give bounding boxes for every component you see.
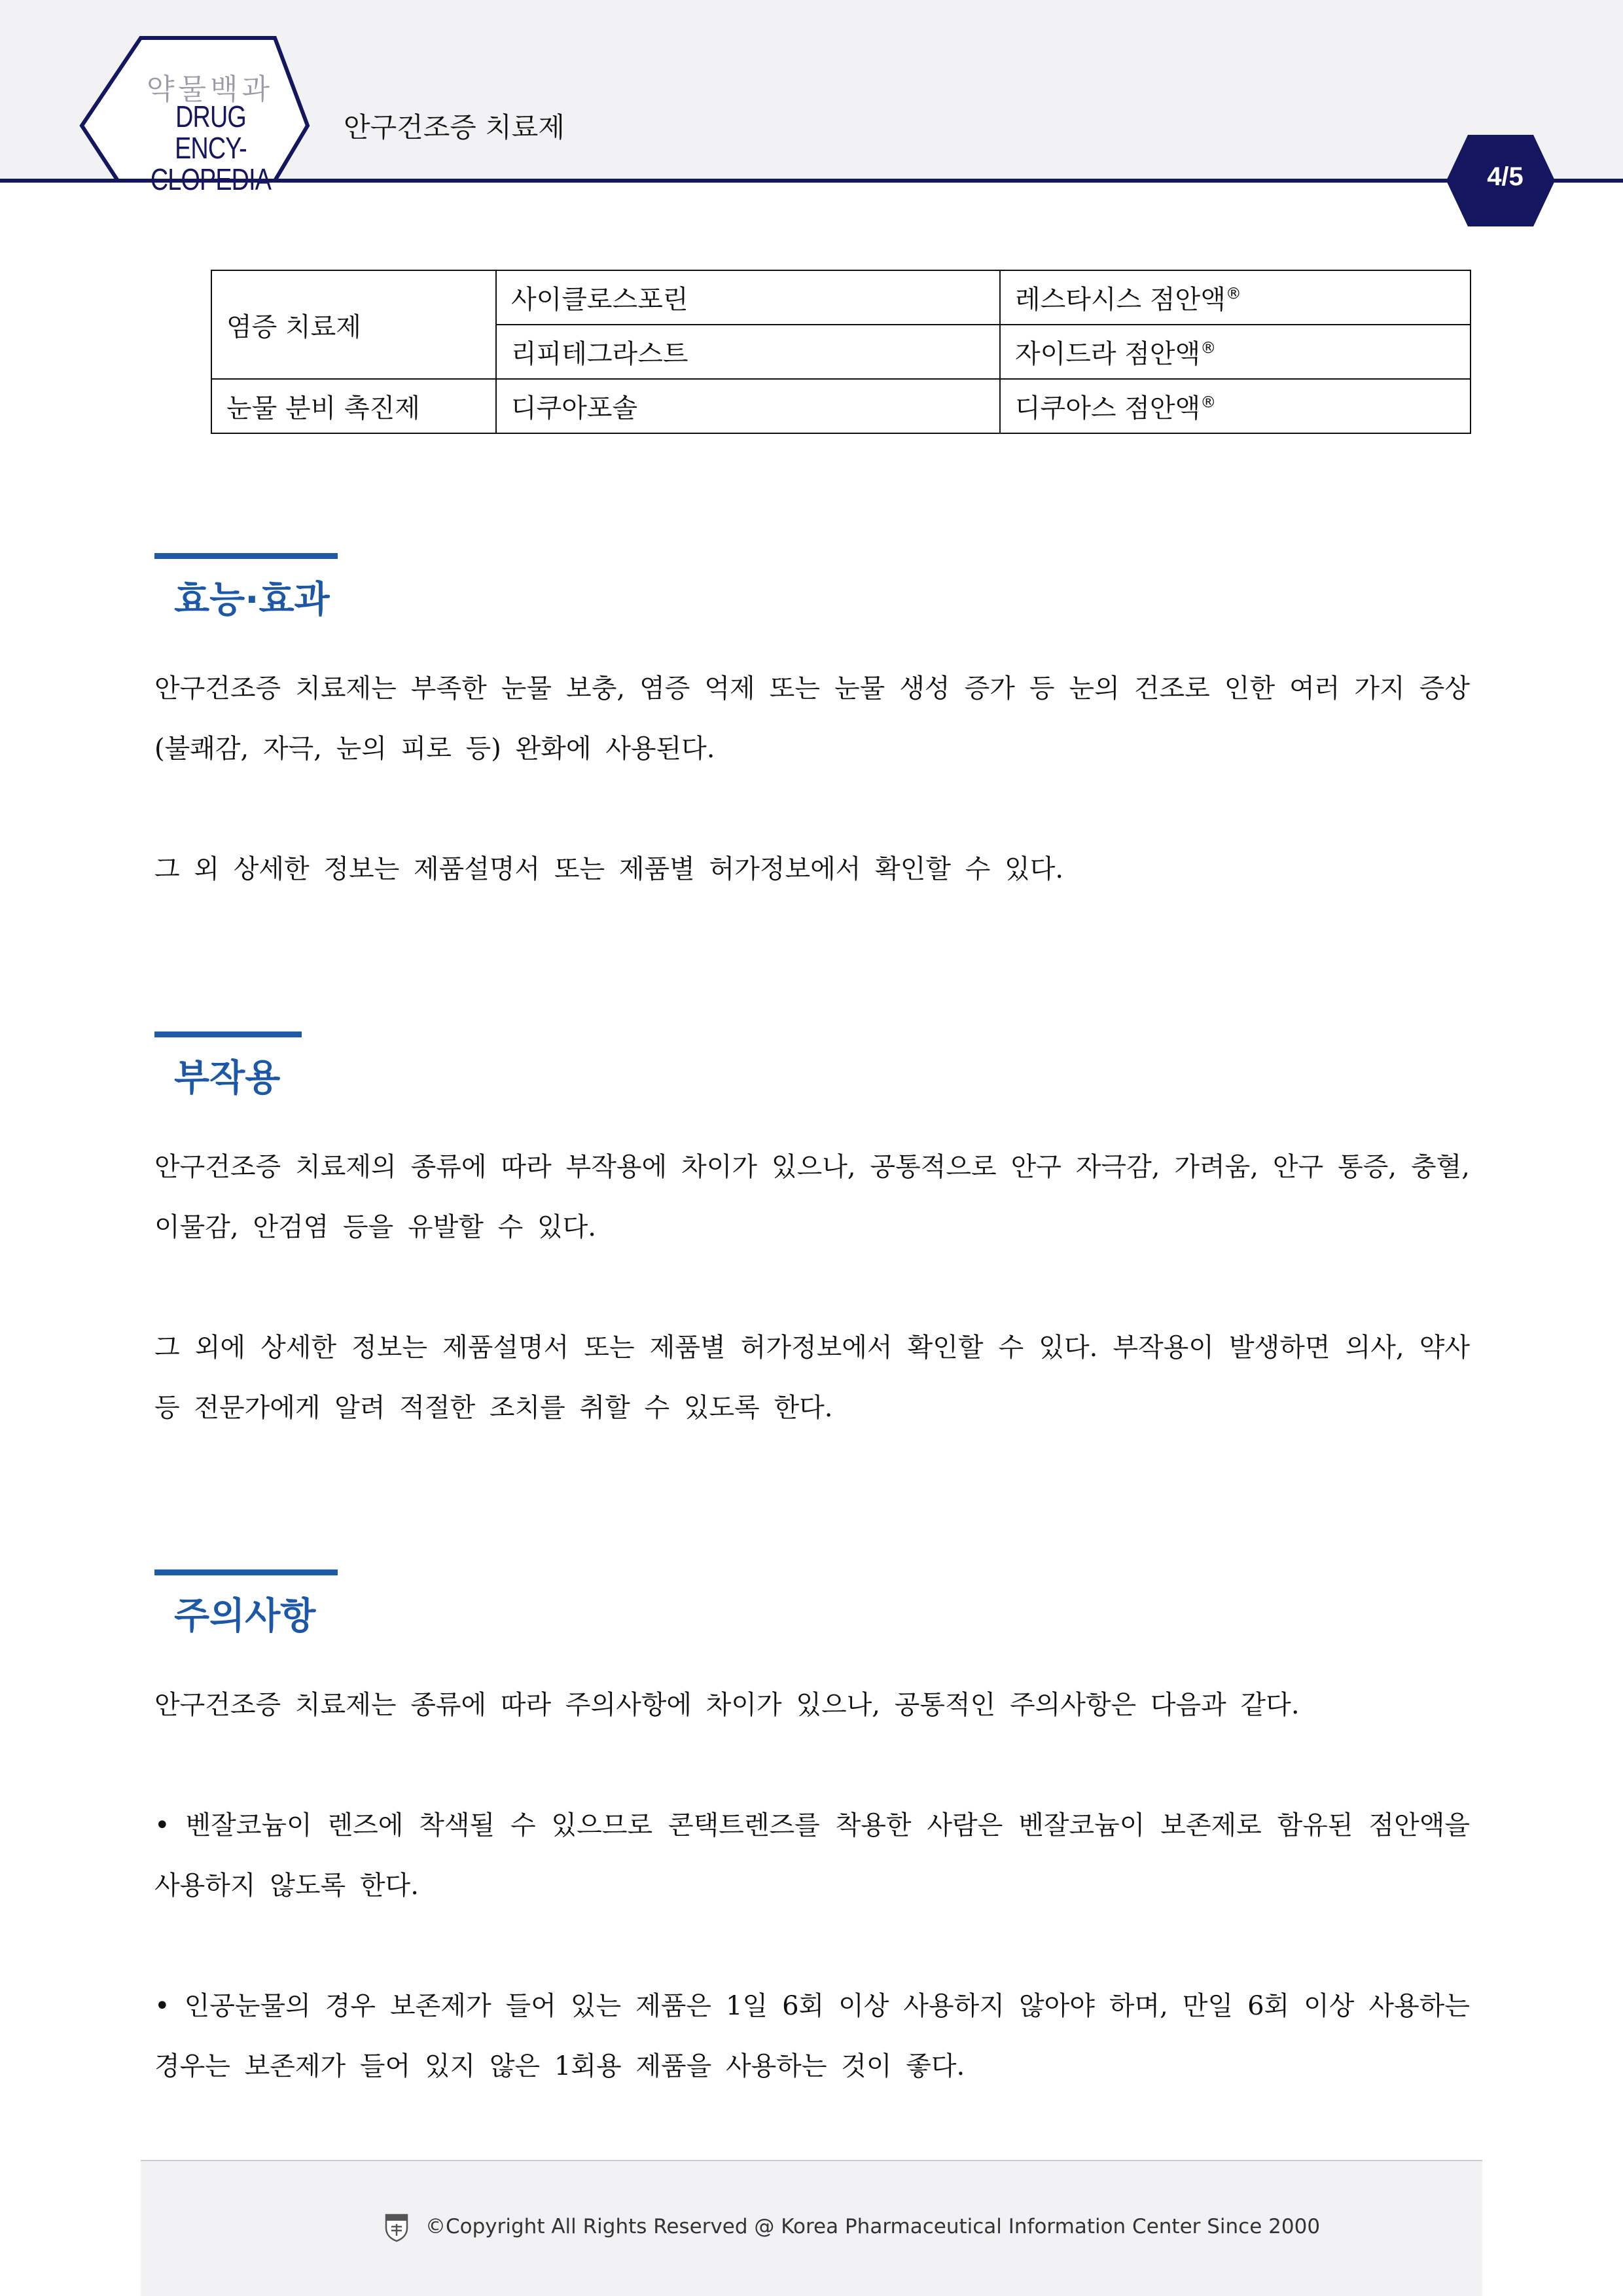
drug-table [211,270,1471,434]
paragraph: 안구건조증 치료제는 부족한 눈물 보충, 염증 억제 또는 눈물 생성 증가 등 눈의 건조로 인한 여러 가지 증상(불쾌감, 자극, 눈의 피로 등) 완화에 사용된다. [154,673,1470,764]
table-cell-category: 눈물 분비 촉진제 [211,379,496,433]
section-title-side-effects: 부작용 [174,1057,281,1100]
trademark-symbol: ® [1225,284,1241,303]
table-cell-product [1000,270,1471,325]
paragraph: 안구건조증 치료제는 종류에 따라 주의사항에 차이가 있으나, 공통적인 주의사항은 다음과 같다. [154,1690,1300,1720]
table-cell-ingredient: 리피테그라스트 [496,325,1000,379]
table-cell-ingredient: 디쿠아포솔 [496,379,1000,433]
product-name: 레스타시스 점안액 [1015,285,1226,315]
trademark-symbol: ® [1200,338,1217,357]
table-cell-product [1000,379,1471,433]
paragraph: 그 외 상세한 정보는 제품설명서 또는 제품별 허가정보에서 확인할 수 있다. [154,854,1064,884]
footer-rule [141,2160,1482,2161]
kpic-emblem-icon [383,2212,410,2242]
bullet-item: • 벤잘코늄이 렌즈에 착색될 수 있으므로 콘택트렌즈를 착용한 사람은 벤잘코늄이 보존제로 함유된 점안액을 사용하지 않도록 한다. [154,1810,1470,1901]
table-row [211,270,1471,325]
product-name: 자이드라 점안액 [1015,339,1201,369]
table-row [211,379,1471,433]
copyright-text: ©Copyright All Rights Reserved @ Korea Pharmaceutical Information Center Since 2000 [425,2215,1321,2238]
section-divider [154,1570,338,1575]
table-cell-ingredient: 사이클로스포린 [496,270,1000,325]
logo-korean: 약물백과 [146,73,274,106]
section-divider [154,1031,302,1037]
table-cell-product [1000,325,1471,379]
section-title-efficacy: 효능·효과 [174,579,330,621]
trademark-symbol: ® [1200,393,1217,412]
logo-english-line1: DRUG ENCY- [175,99,247,165]
table-cell-category: 염증 치료제 [211,270,496,379]
logo-english [141,101,280,195]
bullet-item: • 인공눈물의 경우 보존제가 들어 있는 제품은 1일 6회 이상 사용하지 않아야 하며, 만일 6회 이상 사용하는 경우는 보존제가 들어 있지 않은 1회용 제품을 사용하는 것이 좋다. [154,1991,1470,2081]
section-title-precautions: 주의사항 [174,1595,316,1638]
paragraph: 그 외에 상세한 정보는 제품설명서 또는 제품별 허가정보에서 확인할 수 있다. 부작용이 발생하면 의사, 약사 등 전문가에게 알려 적절한 조치를 취할 수 있도록 한다. [154,1333,1470,1423]
logo-english-line2: CLOPEDIA [150,162,272,196]
section-divider [154,553,338,559]
document-title: 안구건조증 치료제 [344,111,565,143]
page-number: 4/5 [1487,162,1524,191]
product-name: 디쿠아스 점안액 [1015,393,1201,423]
paragraph: 안구건조증 치료제의 종류에 따라 부작용에 차이가 있으나, 공통적으로 안구 자극감, 가려움, 안구 통증, 충혈, 이물감, 안검염 등을 유발할 수 있다. [154,1152,1470,1242]
